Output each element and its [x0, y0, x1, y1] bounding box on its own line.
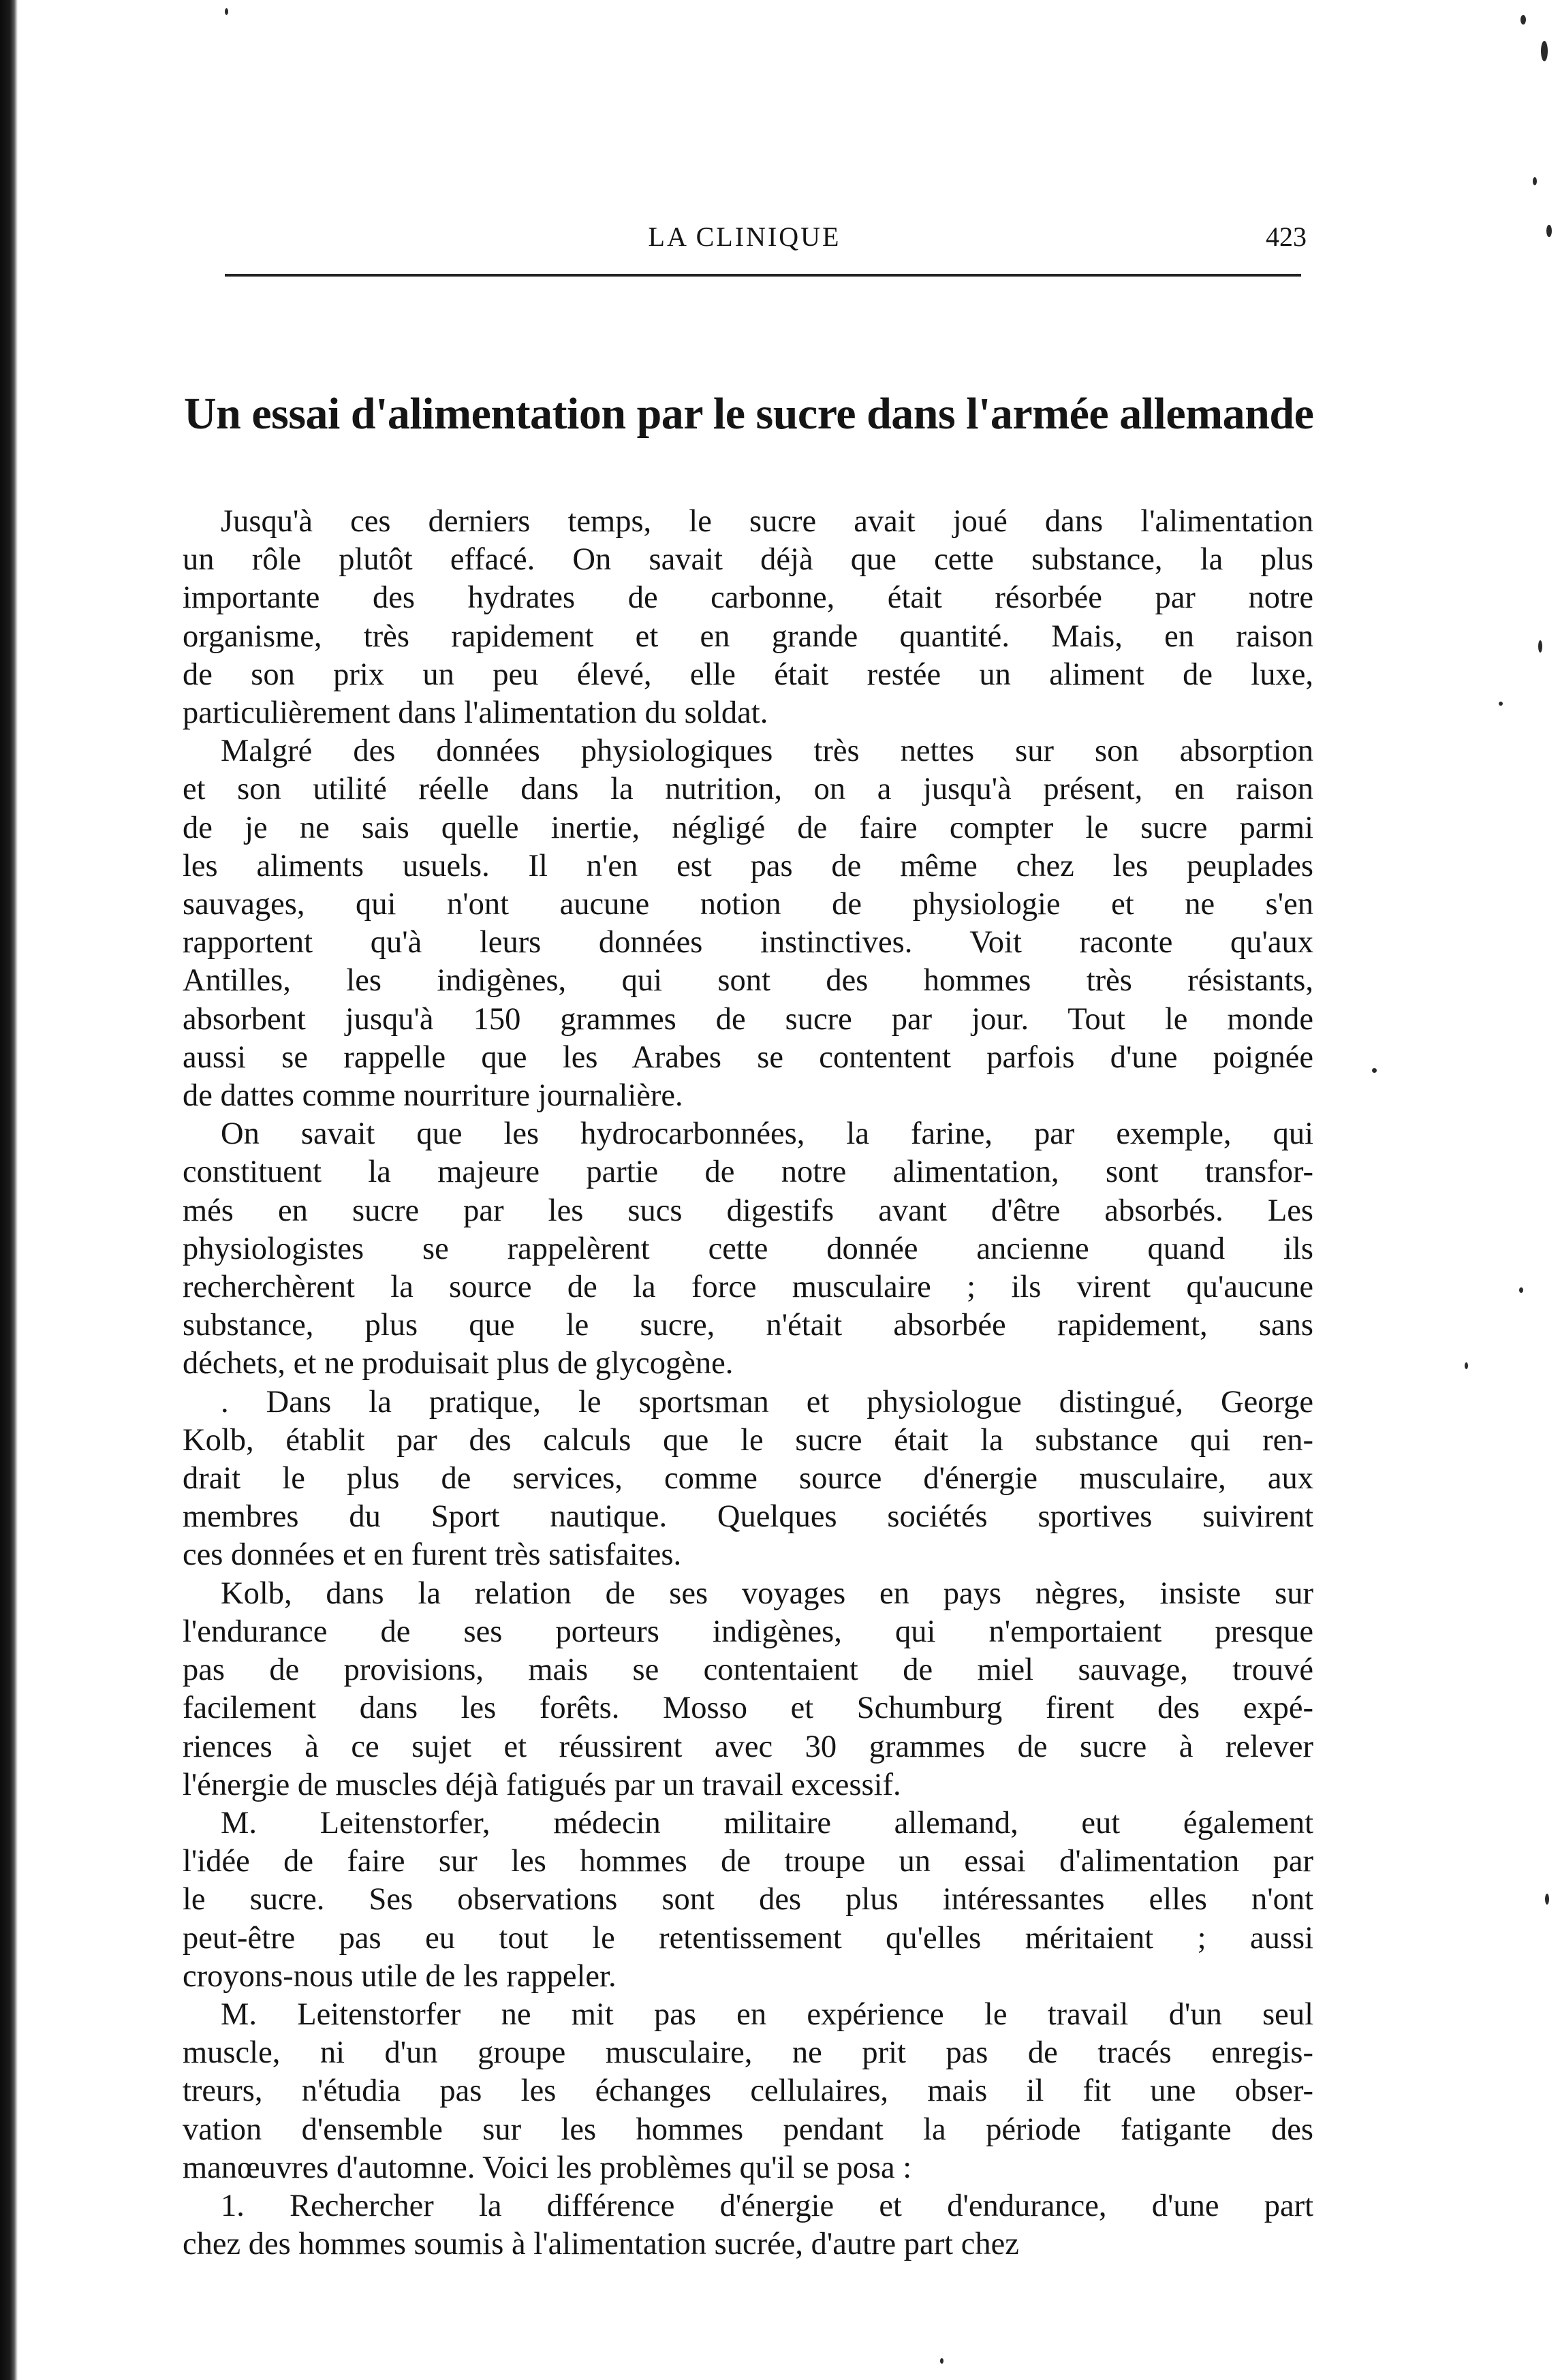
scan-speck	[1520, 15, 1526, 25]
text-line: facilement dans les forêts. Mosso et Schumburg firent des expé-	[183, 1691, 1313, 1726]
text-line: chez des hommes soumis à l'alimentation sucrée, d'autre part chez	[183, 2227, 1019, 2262]
text-line: recherchèrent la source de la force musculaire ; ils virent qu'aucune	[183, 1270, 1313, 1305]
text-line: Kolb, établit par des calculs que le sucre était la substance qui ren-	[183, 1422, 1313, 1458]
paragraph	[183, 1115, 1313, 1383]
text-line: membres du Sport nautique. Quelques sociétés sportives suivirent	[183, 1499, 1313, 1535]
text-line: organisme, très rapidement et en grande quantité. Mais, en raison	[183, 619, 1313, 654]
scan-speck	[1538, 640, 1542, 653]
scan-speck	[1519, 1287, 1523, 1293]
text-line: peut-être pas eu tout le retentissement qu'elles méritaient ; aussi	[183, 1920, 1313, 1956]
text-line: les aliments usuels. Il n'en est pas de même chez les peuplades	[183, 848, 1313, 883]
text-line: M. Leitenstorfer, médecin militaire allemand, eut également	[221, 1805, 1313, 1841]
text-line: particulièrement dans l'alimentation du soldat.	[183, 695, 768, 731]
paragraph	[183, 503, 1313, 732]
scan-speck	[1546, 225, 1552, 237]
paragraph	[183, 2187, 1313, 2264]
scan-speck	[1545, 1894, 1549, 1905]
text-line: drait le plus de services, comme source d'énergie musculaire, aux	[183, 1461, 1313, 1497]
paragraph	[183, 732, 1313, 1115]
page-number: 423	[1266, 221, 1307, 252]
header-rule	[225, 274, 1301, 277]
scan-speck	[1541, 41, 1548, 61]
text-line: de je ne sais quelle inertie, négligé de faire compter le sucre parmi	[183, 810, 1313, 845]
text-line: absorbent jusqu'à 150 grammes de sucre par jour. Tout le monde	[183, 1001, 1313, 1037]
text-line: Jusqu'à ces derniers temps, le sucre avait joué dans l'alimentation	[221, 504, 1313, 539]
text-line: més en sucre par les sucs digestifs avant d'être absorbés. Les	[183, 1193, 1313, 1228]
article-body	[183, 503, 1313, 2264]
text-line: rapportent qu'à leurs données instinctives. Voit raconte qu'aux	[183, 925, 1313, 960]
text-line: un rôle plutôt effacé. On savait déjà que cette substance, la plus	[183, 542, 1313, 578]
binding-edge	[0, 0, 18, 2380]
text-line: l'endurance de ses porteurs indigènes, qui n'emportaient presque	[183, 1614, 1313, 1649]
article-title: Un essai d'alimentation par le sucre dans l'armée allemande	[184, 389, 1314, 439]
text-line: importante des hydrates de carbonne, était résorbée par notre	[183, 580, 1313, 616]
text-line: physiologistes se rappelèrent cette donnée ancienne quand ils	[183, 1231, 1313, 1266]
scan-speck	[225, 8, 228, 15]
scan-speck	[1372, 1068, 1377, 1073]
scan-speck	[1499, 702, 1503, 706]
text-line: déchets, et ne produisait plus de glycogène.	[183, 1346, 734, 1381]
text-line: Malgré des données physiologiques très nettes sur son absorption	[221, 734, 1313, 769]
text-line: substance, plus que le sucre, n'était absorbée rapidement, sans	[183, 1308, 1313, 1343]
text-line: . Dans la pratique, le sportsman et physiologue distingué, George	[221, 1384, 1313, 1420]
paragraph	[183, 1804, 1313, 1996]
text-line: On savait que les hydrocarbonnées, la farine, par exemple, qui	[221, 1116, 1313, 1152]
text-line: Antilles, les indigènes, qui sont des hommes très résistants,	[183, 963, 1313, 999]
paragraph	[183, 1575, 1313, 1804]
paragraph	[183, 1383, 1313, 1575]
text-line: croyons-nous utile de les rappeler.	[183, 1958, 617, 1994]
scan-speck	[940, 2358, 943, 2364]
text-line: de dattes comme nourriture journalière.	[183, 1078, 683, 1114]
text-line: l'idée de faire sur les hommes de troupe un essai d'alimentation par	[183, 1844, 1313, 1879]
text-line: M. Leitenstorfer ne mit pas en expérience le travail d'un seul	[221, 1997, 1313, 2032]
text-line: riences à ce sujet et réussirent avec 30 grammes de sucre à relever	[183, 1729, 1313, 1764]
scan-speck	[1465, 1362, 1468, 1369]
text-line: aussi se rappelle que les Arabes se contentent parfois d'une poignée	[183, 1039, 1313, 1075]
text-line: vation d'ensemble sur les hommes pendant la période fatigante des	[183, 2112, 1313, 2147]
text-line: Kolb, dans la relation de ses voyages en pays nègres, insiste sur	[221, 1576, 1313, 1611]
text-line: sauvages, qui n'ont aucune notion de physiologie et ne s'en	[183, 887, 1313, 922]
text-line: muscle, ni d'un groupe musculaire, ne prit pas de tracés enregis-	[183, 2035, 1313, 2071]
paragraph	[183, 1996, 1313, 2187]
text-line: pas de provisions, mais se contentaient de miel sauvage, trouvé	[183, 1653, 1313, 1688]
text-line: constituent la majeure partie de notre alimentation, sont transfor-	[183, 1155, 1313, 1190]
running-header	[183, 217, 1307, 257]
journal-title: LA CLINIQUE	[648, 221, 841, 252]
text-line: le sucre. Ses observations sont des plus intéressantes elles n'ont	[183, 1882, 1313, 1917]
text-line: et son utilité réelle dans la nutrition, on a jusqu'à présent, en raison	[183, 772, 1313, 807]
scan-speck	[1533, 177, 1537, 185]
text-line: l'énergie de muscles déjà fatigués par un travail excessif.	[183, 1767, 901, 1802]
text-line: manœuvres d'automne. Voici les problèmes qu'il se posa :	[183, 2150, 912, 2185]
text-line: de son prix un peu élevé, elle était restée un aliment de luxe,	[183, 657, 1313, 692]
text-line: 1. Rechercher la différence d'énergie et d'endurance, d'une part	[221, 2188, 1313, 2223]
text-line: treurs, n'étudia pas les échanges cellulaires, mais il fit une obser-	[183, 2073, 1313, 2109]
text-line: ces données et en furent très satisfaites.	[183, 1537, 682, 1573]
